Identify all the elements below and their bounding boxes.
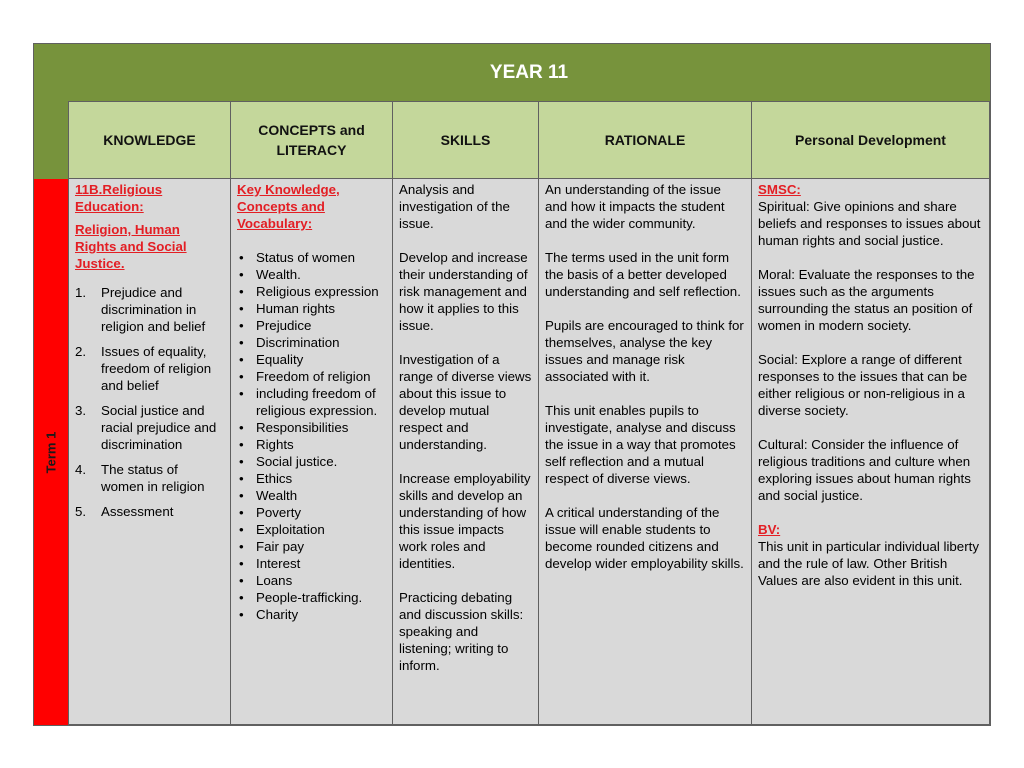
list-item: • Loans [237,572,386,589]
skills-paragraph: Increase employability skills and develop an understanding of how this issue impacts work roles and identities. [399,471,531,571]
header-knowledge [68,101,231,179]
list-item: 5. Assessment [75,504,174,519]
curriculum-table [33,43,991,726]
list-item: • Status of women [237,249,386,266]
list-item: • Discrimination [237,334,386,351]
list-item: • Religious expression [237,283,386,300]
list-item: • Exploitation [237,521,386,538]
knowledge-list [75,284,224,520]
list-item: • Wealth [237,487,386,504]
list-item: 2. Issues of equality, freedom of religion and belief [75,344,212,393]
header-rationale-label: RATIONALE [604,132,686,148]
header-concepts-line1: CONCEPTS and [258,122,365,138]
skills-paragraph: Develop and increase their understanding of risk management and how it applies to this issue. [399,250,528,333]
rationale-paragraph: The terms used in the unit form the basis of a better developed understanding and self reflection. [545,250,741,299]
header-concepts-line2: LITERACY [276,142,347,158]
concepts-list [237,249,386,623]
concepts-title: Key Knowledge, Concepts and Vocabulary: [237,182,340,231]
list-item: • Poverty [237,504,386,521]
list-item: • Social justice. [237,453,386,470]
header-skills-label: SKILLS [440,132,491,148]
term-label-text: Term 1 [43,431,59,473]
header-concepts [230,101,393,179]
bv-label: BV: [758,522,781,537]
skills-cell [392,178,539,725]
header-rationale [538,101,752,179]
corner-block [34,102,68,179]
cultural-text: Cultural: Consider the influence of religious traditions and culture when exploring issues about human rights and social justice. [758,437,971,503]
list-item: • Interest [237,555,386,572]
header-skills [392,101,539,179]
header-knowledge-label: KNOWLEDGE [103,132,196,148]
year-title: YEAR 11 [489,62,569,83]
rationale-paragraph: This unit enables pupils to investigate, analyse and discuss the issue in a way that promotes self reflection and a mutual respect of diverse views. [545,403,736,486]
list-item: 1. Prejudice and discrimination in religion and belief [75,285,206,334]
smsc-label: SMSC: [758,182,801,197]
list-item: • Fair pay [237,538,386,555]
list-item: • People-trafficking. [237,589,386,606]
spiritual-text: Spiritual: Give opinions and share beliefs and responses to issues about human rights and social justice. [758,199,981,248]
list-item: • Freedom of religion [237,368,386,385]
social-text: Social: Explore a range of different responses to the issues that can be either religious or non-religious in a diverse society. [758,352,968,418]
rationale-paragraph: Pupils are encouraged to think for themselves, analyse the key issues and manage risk associated with it. [545,318,744,384]
bv-text: This unit in particular individual liberty and the rule of law. Other British Values are also evident in this unit. [758,539,979,588]
list-item: • Prejudice [237,317,386,334]
list-item: 4. The status of women in religion [75,462,205,494]
header-personal [751,101,990,179]
list-item: • Ethics [237,470,386,487]
rationale-cell [538,178,752,725]
knowledge-subtitle: Religion, Human Rights and Social Justice. [75,222,187,271]
list-item: 3. Social justice and racial prejudice and discrimination [75,403,217,452]
rationale-paragraph: A critical understanding of the issue will enable students to become rounded citizens and develop wider employability skills. [545,505,744,571]
header-personal-label: Personal Development [795,132,946,148]
knowledge-title: 11B.Religious Education: [75,182,163,214]
list-item: • Human rights [237,300,386,317]
list-item: • including freedom of religious expression. [237,385,386,419]
personal-cell [751,178,990,725]
term-label [34,179,68,725]
concepts-cell [230,178,393,725]
skills-paragraph: Practicing debating and discussion skills: speaking and listening; writing to inform. [399,590,524,673]
list-item: • Charity [237,606,386,623]
moral-text: Moral: Evaluate the responses to the issues such as the arguments surrounding the status an position of women in modern society. [758,267,975,333]
skills-paragraph: Analysis and investigation of the issue. [399,182,510,231]
knowledge-cell [68,178,231,725]
list-item: • Responsibilities [237,419,386,436]
list-item: • Rights [237,436,386,453]
list-item: • Wealth. [237,266,386,283]
list-item: • Equality [237,351,386,368]
skills-paragraph: Investigation of a range of diverse views about this issue to develop mutual respect and understanding. [399,352,532,452]
rationale-paragraph: An understanding of the issue and how it impacts the student and the wider community. [545,182,725,231]
